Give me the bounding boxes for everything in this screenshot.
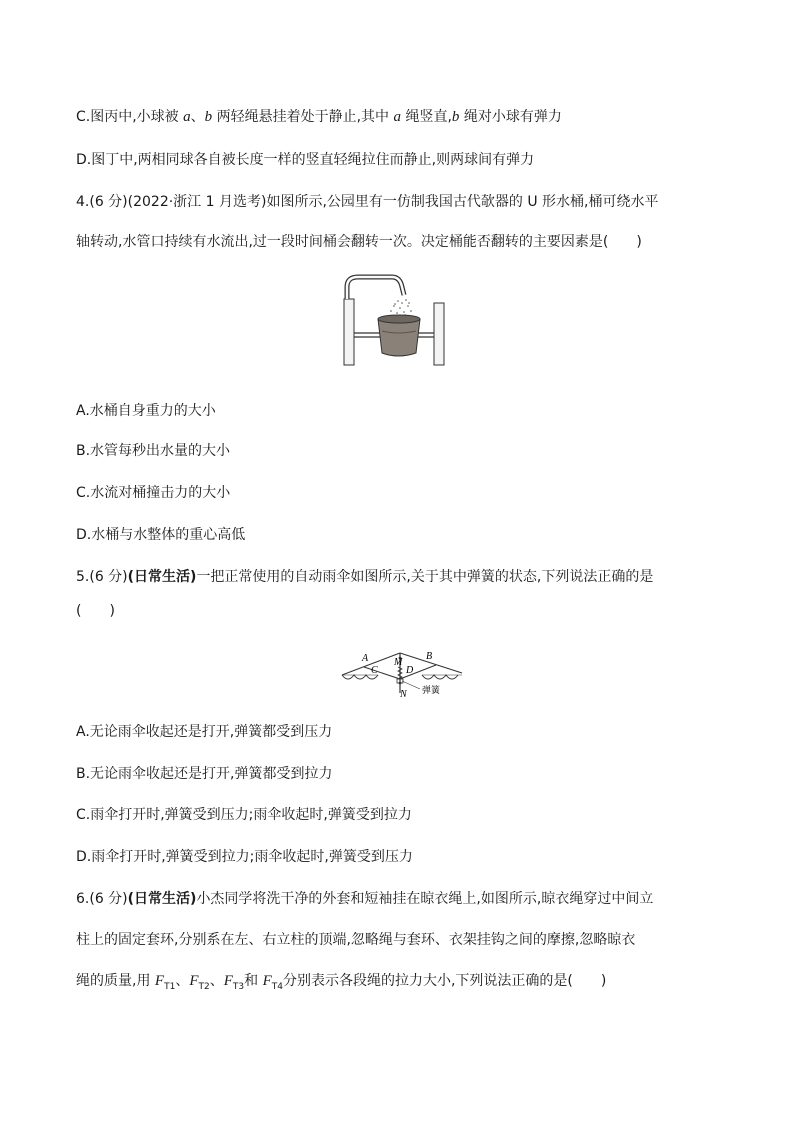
q6-stem-line3: 绳的质量,用 $F_{T1}$、$F_{T2}$、$F_{T3}$和 $F_{T4}$分别表示各段绳的拉力大小,下列说法正确的是( ) xyxy=(76,973,607,992)
label-m: M xyxy=(394,657,403,668)
q5-option-d: D.雨伞打开时,弹簧受到拉力;雨伞收起时,弹簧受到压力 xyxy=(76,849,413,865)
q4-option-a: A.水桶自身重力的大小 xyxy=(76,403,216,419)
q4-bucket-figure xyxy=(336,273,460,367)
q5-answer-paren: ( ) xyxy=(76,603,115,619)
q4-stem-line2: 轴转动,水管口持续有水流出,过一段时间桶会翻转一次。决定桶能否翻转的主要因素是( ) xyxy=(76,234,642,250)
q4-stem-line1: 4.(6 分)(2022·浙江 1 月选考)如图所示,公园里有一仿制我国古代欹器的 U 形水桶,桶可绕水平 xyxy=(76,194,659,210)
q5-option-a: A.无论雨伞收起还是打开,弹簧都受到压力 xyxy=(76,724,333,740)
q6-stem-line2: 柱上的固定套环,分别系在左、右立柱的顶端,忽略绳与套环、衣架挂钩之间的摩擦,忽略晾衣 xyxy=(76,932,636,948)
q4-option-d: D.水桶与水整体的重心高低 xyxy=(76,527,246,543)
label-n: N xyxy=(400,689,407,700)
q5-umbrella-figure xyxy=(338,645,468,701)
label-b: B xyxy=(426,651,433,662)
q5-option-c: C.雨伞打开时,弹簧受到压力;雨伞收起时,弹簧受到拉力 xyxy=(76,807,412,823)
q4-option-c: C.水流对桶撞击力的大小 xyxy=(76,485,231,501)
q5-stem: 5.(6 分)(日常生活)一把正常使用的自动雨伞如图所示,关于其中弹簧的状态,下列说法正确的是 xyxy=(76,569,654,585)
label-c: C xyxy=(371,665,378,676)
q3-option-d: D.图丁中,两相同球各自被长度一样的竖直轻绳拉住而静止,则两球间有弹力 xyxy=(76,152,535,168)
label-spring: 弹簧 xyxy=(422,686,441,696)
q5-option-b: B.无论雨伞收起还是打开,弹簧都受到拉力 xyxy=(76,766,333,782)
q4-option-b: B.水管每秒出水量的大小 xyxy=(76,443,231,459)
q3-option-c: C.图丙中,小球被 a、b 两轻绳悬挂着处于静止,其中 a 绳竖直,b 绳对小球有弹力 xyxy=(76,109,562,125)
label-a: A xyxy=(362,653,369,664)
label-d: D xyxy=(406,665,414,676)
q6-stem-line1: 6.(6 分)(日常生活)小杰同学将洗干净的外套和短袖挂在晾衣绳上,如图所示,晾衣绳穿过中间立 xyxy=(76,891,654,907)
